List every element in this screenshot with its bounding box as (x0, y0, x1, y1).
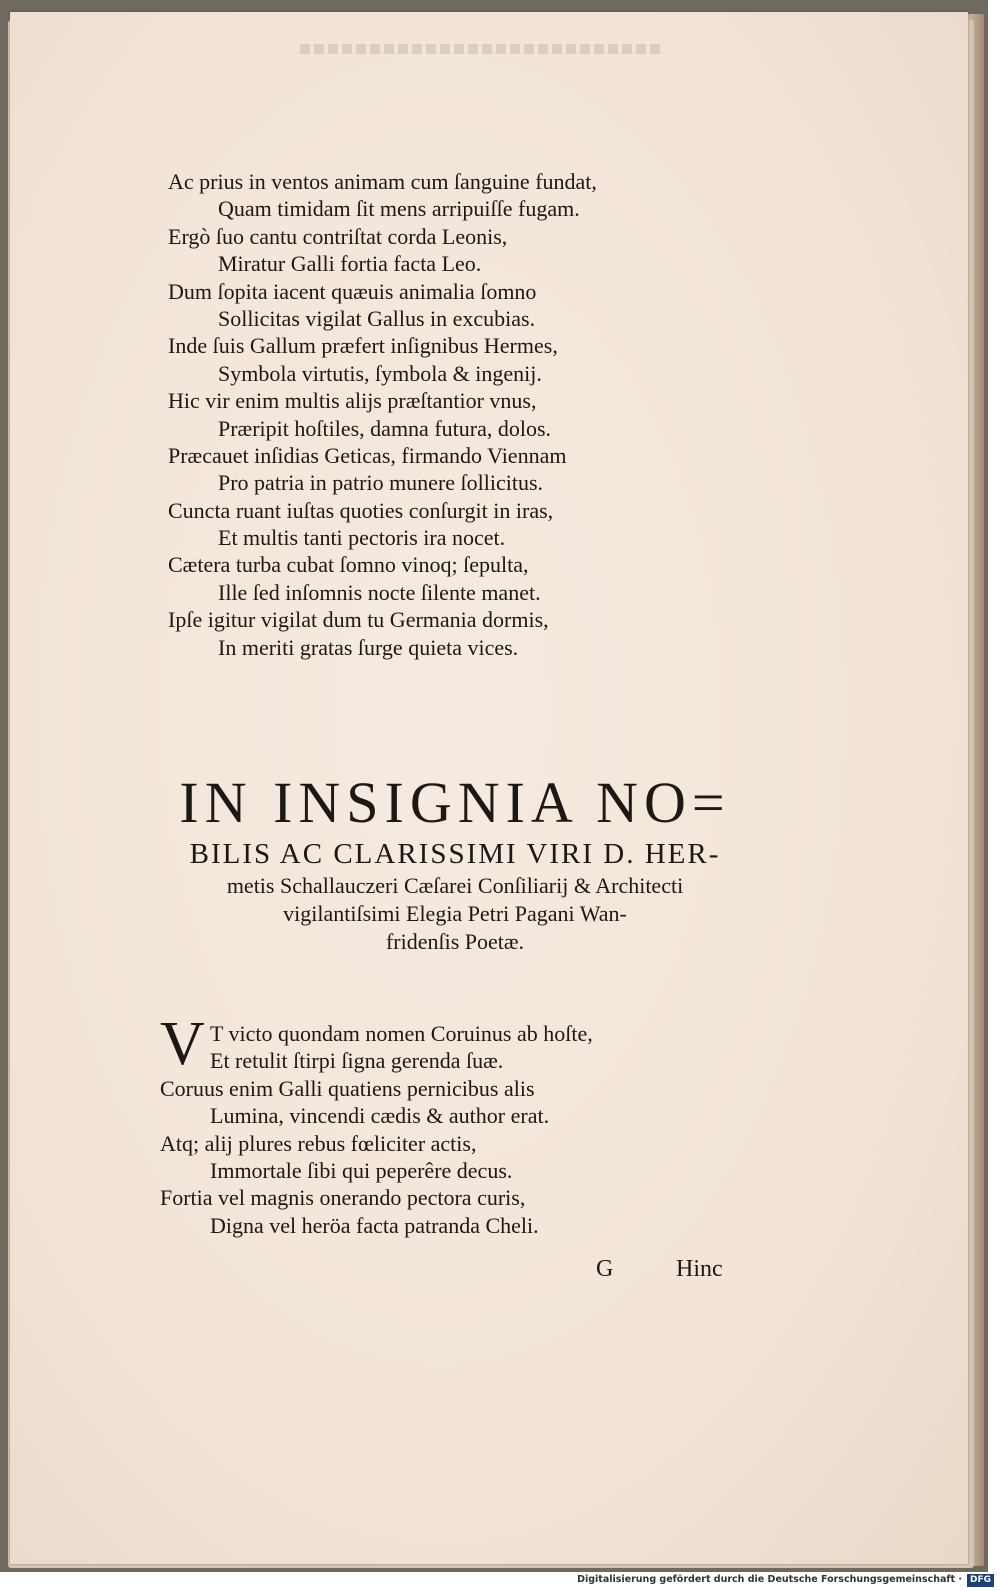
verse-line: Et retulit ſtirpi ſigna gerenda ſuæ. (210, 1048, 504, 1074)
verse-line: Inde ſuis Gallum præfert inſignibus Hermes, (168, 333, 558, 359)
digitization-footer (0, 1572, 1000, 1591)
verse-line: Cuncta ruant iuſtas quoties conſurgit in iras, (168, 497, 554, 523)
catchword: Hinc (676, 1256, 723, 1282)
verse-line: Ipſe igitur vigilat dum tu Germania dormis, (168, 607, 549, 633)
verse-line: Atq; alij plures rebus fœliciter actis, (160, 1130, 477, 1156)
verse-line: Cætera turba cubat ſomno vinoq; ſepulta, (168, 552, 529, 578)
verse-line: Symbola virtutis, ſymbola & ingenij. (218, 360, 542, 386)
heading-line-3: metis Schallauczeri Cæſarei Conſiliarij & Architecti (226, 873, 684, 898)
verse-line: Digna vel heröa facta patranda Cheli. (210, 1212, 539, 1238)
verse-line: Præripit hoſtiles, damna futura, dolos. (218, 415, 552, 441)
show-through-top (300, 44, 660, 54)
signature-mark: G (596, 1256, 614, 1282)
verse-line: Coruus enim Galli quatiens pernicibus alis (160, 1075, 535, 1101)
verse-line: Ille ſed inſomnis nocte ſilente manet. (218, 579, 541, 605)
verse-line: Fortia vel magnis onerando pectora curis, (160, 1185, 526, 1211)
footer-credit: Digitalisierung gefördert durch die Deutsche Forschungsgemeinschaft · (577, 1574, 962, 1585)
first-verse-text: T victo quondam nomen Coruinus ab hoſte, (210, 1021, 593, 1046)
verse-line: Lumina, vincendi cædis & author erat. (210, 1103, 550, 1129)
poem-first (168, 168, 628, 661)
verse-line: Sollicitas vigilat Gallus in excubias. (218, 305, 536, 331)
heading-line-4: vigilantiſsimi Elegia Petri Pagani Wan- (283, 901, 627, 926)
verse-line: Pro patria in patrio munere ſollicitus. (218, 470, 544, 496)
poem-elegy (160, 1010, 680, 1239)
verse-line: Miratur Galli fortia facta Leo. (218, 251, 482, 277)
verse-line: Immortale ſibi qui peperêre decus. (210, 1157, 513, 1183)
dfg-logo: DFG (967, 1574, 994, 1587)
verse-line: Ergò ſuo cantu contriſtat corda Leonis, (168, 223, 508, 249)
drop-cap: V (160, 1010, 205, 1078)
elegy-heading (160, 770, 750, 956)
heading-line-5: fridenſis Poetæ. (385, 929, 525, 954)
verse-line: In meriti gratas ſurge quieta vices. (218, 634, 519, 660)
verse-line: Et multis tanti pectoris ira nocet. (218, 525, 506, 551)
heading-caps-line: BILIS AC CLARISSIMI VIRI D. HER- (189, 838, 721, 870)
heading-title: IN INSIGNIA NO= (179, 770, 731, 835)
verse-line: Quam timidam ſit mens arripuiſſe fugam. (218, 196, 580, 222)
verse-line: Hic vir enim multis alijs præſtantior vnus, (168, 388, 537, 414)
verse-line: Ac prius in ventos animam cum ſanguine fundat, (168, 169, 597, 194)
verse-line: Dum ſopita iacent quæuis animalia ſomno (168, 278, 537, 304)
verse-line: Præcauet inſidias Geticas, firmando Viennam (168, 442, 567, 468)
